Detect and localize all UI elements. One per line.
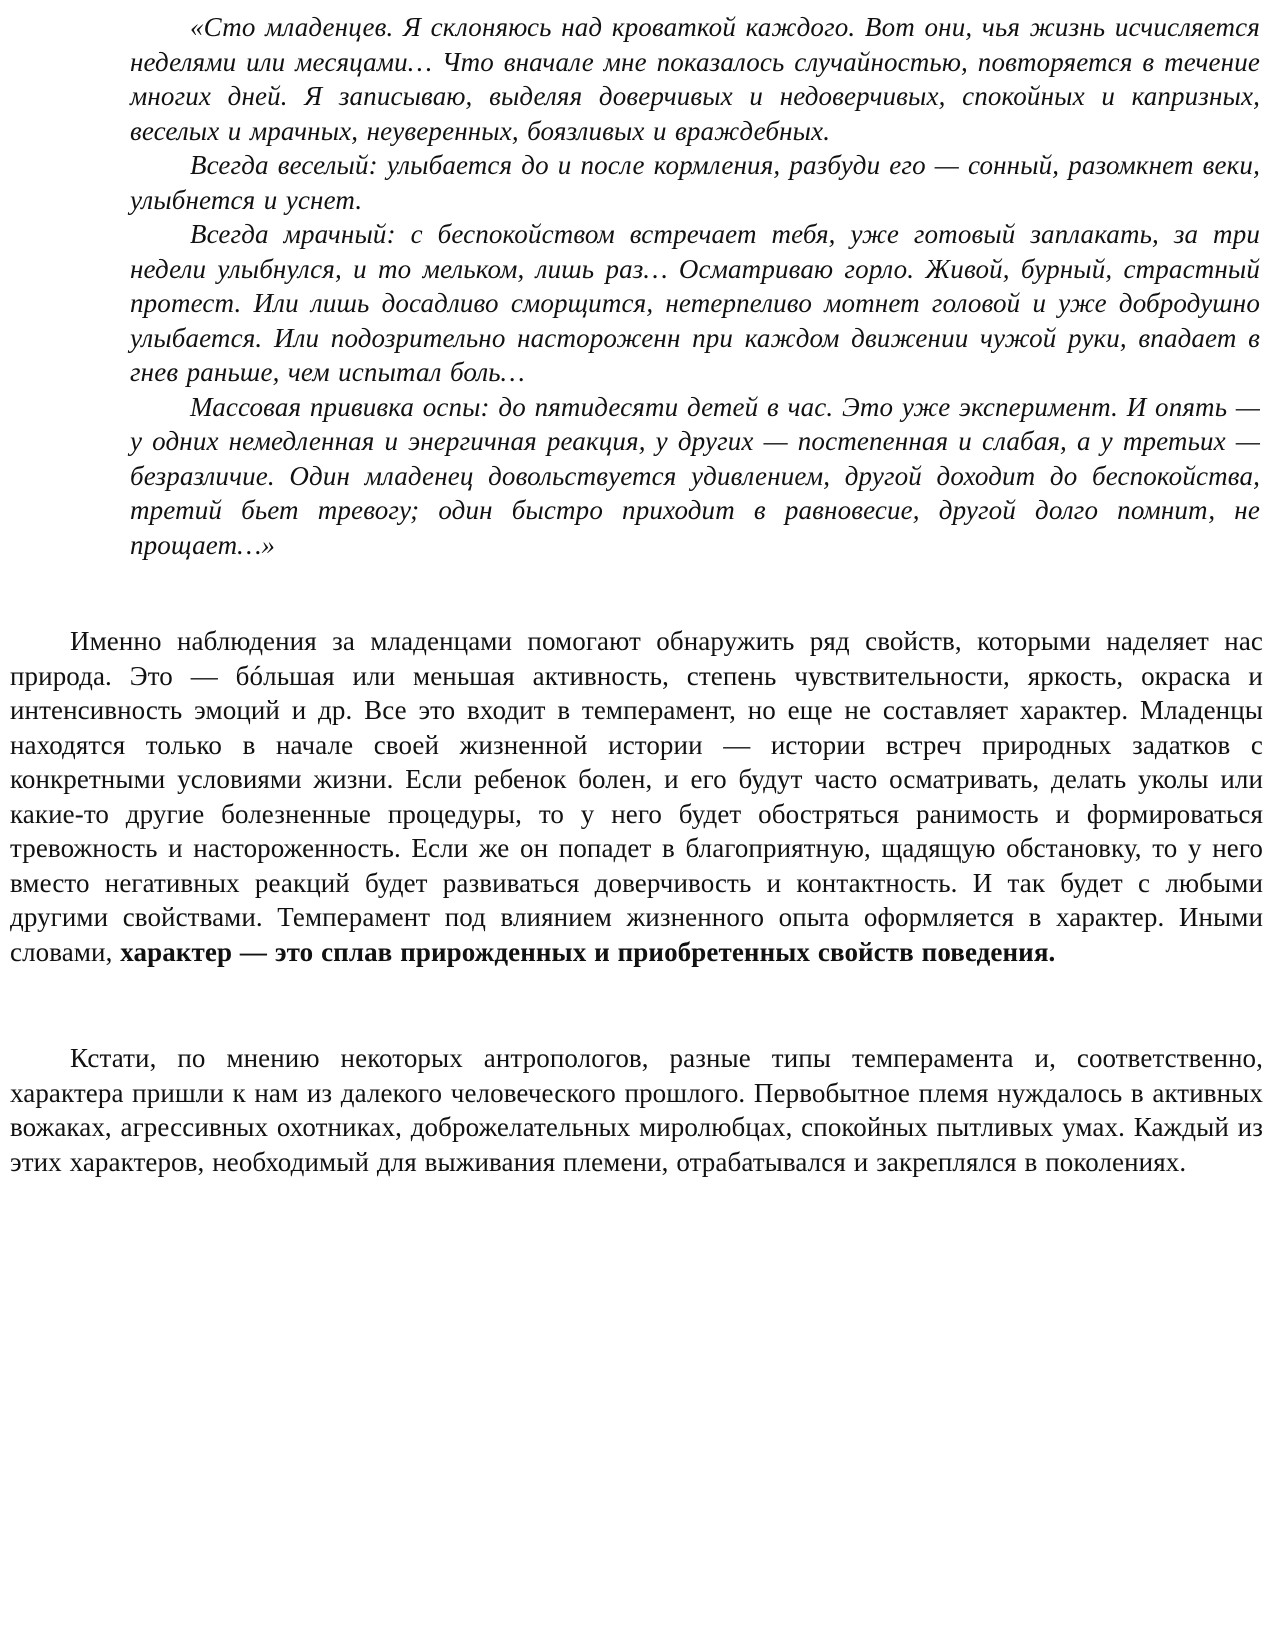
quote-paragraph: «Сто младенцев. Я склоняюсь над кроваткой каждого. Вот они, чья жизнь исчисляется неделями или месяцами… Что вначале мне показалось случайностью, повторяется в течение многих дней. Я записываю, выделяя доверчивых и недоверчивых, спокойных и капризных, веселых и мрачных, неуверенных, боязливых и враждебных.: [130, 12, 1260, 146]
quote-block: [130, 10, 1260, 562]
quote-paragraph: Массовая прививка оспы: до пятидесяти детей в час. Это уже эксперимент. И опять — у одних немедленная и энергичная реакция, у других — постепенная и слабая, а у третьих — безразличие. Один младенец довольствуется удивлением, другой доходит до беспокойства, третий бьет тревогу; один быстро приходит в равновесие, другой долго помнит, не прощает…»: [130, 391, 1260, 560]
quote-paragraph: Всегда веселый: улыбается до и после кормления, разбуди его — сонный, разомкнет веки, улыбнется и уснет.: [130, 150, 1260, 215]
body-paragraph-1: [10, 624, 1263, 969]
body-paragraph-text: Именно наблюдения за младенцами помогают обнаружить ряд свойств, которыми наделяет нас природа. Это — бóльшая или меньшая активность, степень чувствительности, яркость, окраска и интенсивность эмоций и др. Все это входит в темперамент, но еще не составляет характер. Младенцы находятся только в начале своей жизненной истории — истории встреч природных задатков с конкретными условиями жизни. Если ребенок болен, и его будут часто осматривать, делать уколы или какие-то другие болезненные процедуры, то у него будет обостряться ранимость и формироваться тревожность и настороженность. Если же он попадет в благоприятную, щадящую обстановку, то у него вместо негативных реакций будет развиваться доверчивость и контактность. И так будет с любыми другими свойствами. Темперамент под влиянием жизненного опыта оформляется в характер. Иными словами,: [10, 626, 1263, 967]
body-paragraph: Кстати, по мнению некоторых антропологов, разные типы темперамента и, соответственно, характера пришли к нам из далекого человеческого прошлого. Первобытное племя нуждалось в активных вожаках, агрессивных охотниках, доброжелательных миролюбцах, спокойных пытливых умах. Каждый из этих характеров, необходимый для выживания племени, отрабатывался и закреплялся в поколениях.: [10, 1043, 1263, 1177]
quote-paragraph: Всегда мрачный: с беспокойством встречает тебя, уже готовый заплакать, за три недели улыбнулся, и то мельком, лишь раз… Осматриваю горло. Живой, бурный, страстный протест. Или лишь досадливо сморщится, нетерпеливо мотнет головой и уже добродушно улыбается. Или подозрительно настороженн при каждом движении чужой руки, впадает в гнев раньше, чем испытал боль…: [130, 219, 1260, 387]
body-paragraph-2: [10, 1041, 1263, 1179]
definition-bold: характер — это сплав прирожденных и приобретенных свойств поведения.: [120, 936, 1056, 967]
body-paragraph: [10, 624, 1263, 969]
